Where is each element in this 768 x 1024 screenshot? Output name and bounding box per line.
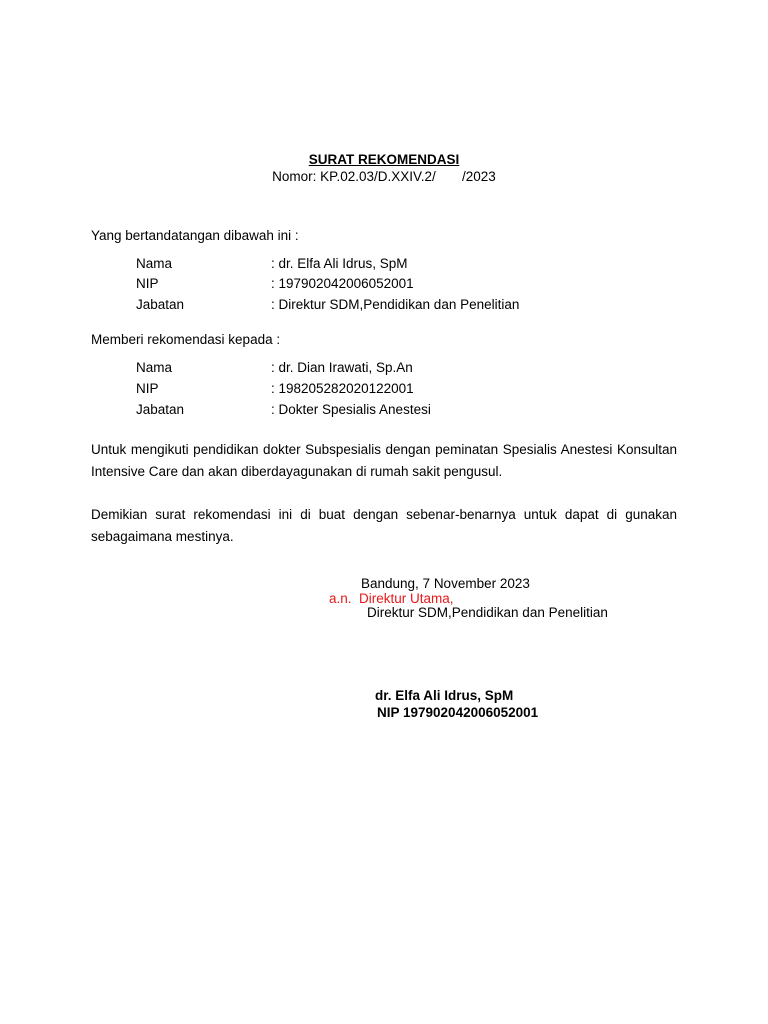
signature-nip: NIP 197902042006052001 xyxy=(377,705,539,720)
signer-position-value: : Direktur SDM,Pendidikan dan Penelitian xyxy=(271,297,520,312)
signature-name: dr. Elfa Ali Idrus, SpM xyxy=(375,688,514,703)
recipient-position-label: Jabatan xyxy=(136,402,185,417)
recipient-name-value: : dr. Dian Irawati, Sp.An xyxy=(271,360,413,375)
recipient-position-value: : Dokter Spesialis Anestesi xyxy=(271,402,431,417)
recipient-nip-value: : 198205282020122001 xyxy=(271,381,414,396)
signer-nip-value: : 197902042006052001 xyxy=(271,276,414,291)
signer-nip-label: NIP xyxy=(136,276,159,291)
signer-name-label: Nama xyxy=(136,256,173,271)
recommend-intro-text: Memberi rekomendasi kepada : xyxy=(91,332,281,347)
signature-place-date: Bandung, 7 November 2023 xyxy=(361,576,530,591)
closing-paragraph: Demikian surat rekomendasi ini di buat dengan sebenar-benarnya untuk dapat di gunakan sebagaimana mestinya. xyxy=(91,507,677,544)
signer-position-label: Jabatan xyxy=(136,297,185,312)
recipient-nip-label: NIP xyxy=(136,381,159,396)
recipient-name-label: Nama xyxy=(136,360,173,375)
purpose-paragraph: Untuk mengikuti pendidikan dokter Subspesialis dengan peminatan Spesialis Anestesi Konsultan Intensive Care dan akan diberdayagunakan di rumah sakit pengusul. xyxy=(91,442,677,479)
signature-on-behalf: a.n. Direktur Utama, xyxy=(329,591,454,606)
letter-title: SURAT REKOMENDASI xyxy=(308,152,460,167)
intro-text: Yang bertandatangan dibawah ini : xyxy=(91,228,299,243)
signature-position: Direktur SDM,Pendidikan dan Penelitian xyxy=(367,605,608,620)
signer-name-value: : dr. Elfa Ali Idrus, SpM xyxy=(271,256,408,271)
letter-number: Nomor: KP.02.03/D.XXIV.2/ /2023 xyxy=(272,169,496,184)
